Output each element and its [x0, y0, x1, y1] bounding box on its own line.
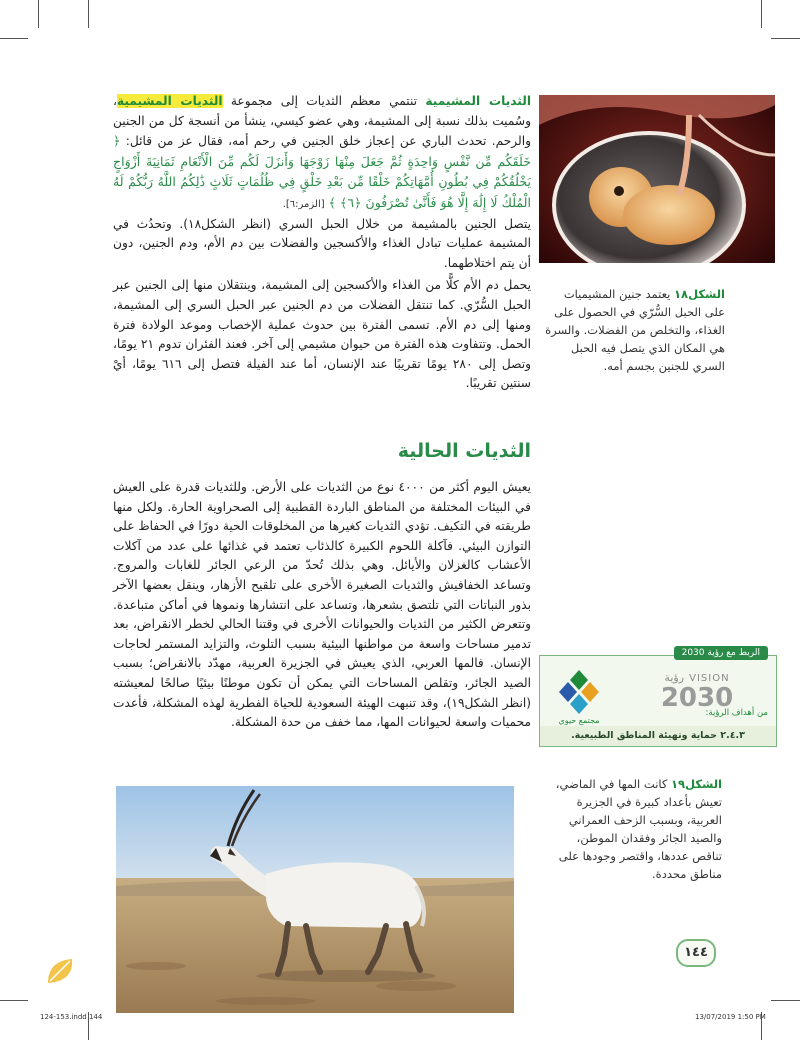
vision-goal: ٢.٤.٣ حماية وتهيئة المناطق الطبيعية. [540, 726, 776, 746]
paragraph-current-mammals: يعيش اليوم أكثر من ٤٠٠٠ نوع من الثديات على الأرض. وللثديات قدرة على العيش في البيئات المختلفة من المناطق الباردة القطبية إلى الصحراوية الحارة. ولكل منها طريقته في التكيف. تؤدي الثديات كغيرها من المخلوقات الحية دورًا في الحفاظ على التوازن البيئي. فآكلة اللحوم الكبيرة كالذئاب تعتمد في غذائها على عدد من آكلات الأعشاب كالغزلان والأيائل. وهي بذلك تُحدّ من الرعي الجائر للغابات والمروج. وتساعد الخفافيش والثديات الصغيرة الأخرى على تلقيح الأزهار، وينقل بعضها الآخر بذور النباتات التي تلتصق بشعرها، وتساعد على انتشارها ونموها في أماكن متباعدة. وتتعرض الكثير من الثديات والحيوانات الأخرى في وقتنا الحالي لخطر الانقراض، بعد تدمير مساحات واسعة من مواطنها البيئية بسبب التلوث، والتزايد المستمر لحاجات الإنسان. فالمها العربي، الذي يعيش في الجزيرة العربية، مهدّد بالانقراض؛ بسبب الصيد الجائر، وتقلص المساحات التي يمكن أن تكون موطنًا بيئيًا صالحًا لمعيشته (انظر الشكل١٩)، وقد تنبهت الهيئة السعودية للحياة الفطرية لهذه المشكلة، فأعدت محميات واسعة لحيوانات المها، مما خفف من حدة المشكلة. [113, 480, 532, 730]
quran-verse: ﴿ خَلَقَكُم مِّن نَّفْسٍ وَاحِدَةٍ ثُمَّ جَعَلَ مِنْهَا زَوْجَهَا وَأَنزَلَ لَكُم مِّنَ الْأَنْعَامِ ثَمَانِيَةَ أَزْوَاجٍ يَخْلُقُكُمْ فِي بُطُونِ أُمَّهَاتِكُمْ خَلْقًا مِّن بَعْدِ خَلْقٍ فِي ظُلُمَاتٍ ثَلَاثٍ ذَٰلِكُمُ اللَّهُ رَبُّكُمْ لَهُ الْمُلْكُ لَا إِلَٰهَ إِلَّا هُوَ فَأَنَّىٰ تُصْرَفُونَ ﴿٦﴾ ﴾ [113, 133, 531, 210]
section-heading: الثديات الحالية [397, 440, 531, 462]
figure19-caption [550, 775, 722, 883]
figure18-caption [545, 285, 725, 375]
logo-caption: مجتمع حيوي [558, 716, 600, 725]
paragraph-placental [113, 92, 531, 215]
paragraph-gestation: يحمل دم الأم كلًّا من الغذاء والأكسجين إلى المشيمة، وينتقلان منها إلى الجنين عبر الحبل السُّرّي. كما تنتقل الفضلات من دم الجنين عبر الحبل السري إلى المشيمة، ومنها إلى دم الأم. تسمى الفترة بين حدوث عملية الإخصاب وموعد الولادة فترة الحمل. وتتفاوت هذه الفترة من حيوان مشيمي إلى آخر. فعند الفئران تدوم ٢١ يومًا، وتصل إلى ٢٨٠ يومًا تقريبًا عند الإنسان، أما عند الفيلة فتصل إلى ٦١٦ يومًا، أيْ سنتين تقريبًا. [113, 278, 531, 391]
crop-mark [88, 0, 89, 28]
oryx-photo [116, 786, 514, 1013]
crop-mark [0, 38, 28, 39]
footer-date: 13/07/2019 1:50 PM [695, 1013, 766, 1021]
paragraph-umbilical: يتصل الجنين بالمشيمة من خلال الحبل السري (انظر الشكل١٨). وتحدُث في المشيمة عمليات تبادل الغذاء والأكسجين والفضلات بين دم الأم، ودم الجنين، دون أن يتم اختلاطهما. [113, 216, 531, 270]
crop-mark [0, 1000, 28, 1001]
figure18-caption-text: يعتمد جنين المشيميات على الحبل السُّرّي في الحصول على الغذاء، والتخلص من الفضلات. والسرة هي المكان الذي يتصل فيه الحبل السري للجنين بجسم أمه. [545, 287, 725, 373]
quran-reference: [الزمر:٦]. [282, 198, 325, 210]
vision-goal-label: من أهداف الرؤية: [705, 708, 768, 718]
figure19-caption-text: كانت المها في الماضي، تعيش بأعداد كبيرة في الجزيرة العربية، وبسبب الزحف العمراني والصيد الجائر وفقدان الموطن، تناقص عددها، واقتصر وجودها على مناطق محددة. [555, 777, 722, 881]
crop-mark [38, 0, 39, 28]
crop-mark [761, 0, 762, 28]
term-placental-mammals: الثديات المشيمية [425, 94, 532, 108]
highlighted-term: الثديات المشيمية [116, 94, 223, 108]
fetus-photo [539, 95, 775, 263]
main-text-block [113, 92, 531, 394]
vision-logo [550, 668, 608, 718]
page-number: ١٤٤ [676, 939, 716, 967]
vision-tag: الربط مع رؤية 2030 [674, 646, 768, 660]
figure19-label: الشكل١٩ [671, 777, 722, 791]
vision-arabic: رؤية [664, 671, 685, 684]
vision-2030-box [539, 648, 777, 747]
paragraph-text: ، وسُميت بذلك نسبة إلى المشيمة، وهي عضو كيسي، ينشأ من أنسجة كل من الجنين والرحم. تحدث الباري عن إعجاز خلق الجنين في رحم أمه، فقال عز من قائل: [113, 94, 531, 149]
footer-filename: 124-153.indd 144 [40, 1013, 103, 1021]
vision-word: VISION [689, 673, 730, 684]
crop-mark [771, 1000, 800, 1001]
figure18-label: الشكل١٨ [674, 287, 725, 301]
vision-wordmark [624, 666, 770, 711]
paragraph-text: تنتمي معظم الثديات إلى مجموعة [222, 94, 426, 108]
leaf-icon [46, 957, 76, 989]
crop-mark [771, 38, 800, 39]
vision-year: 2030 [660, 683, 734, 713]
